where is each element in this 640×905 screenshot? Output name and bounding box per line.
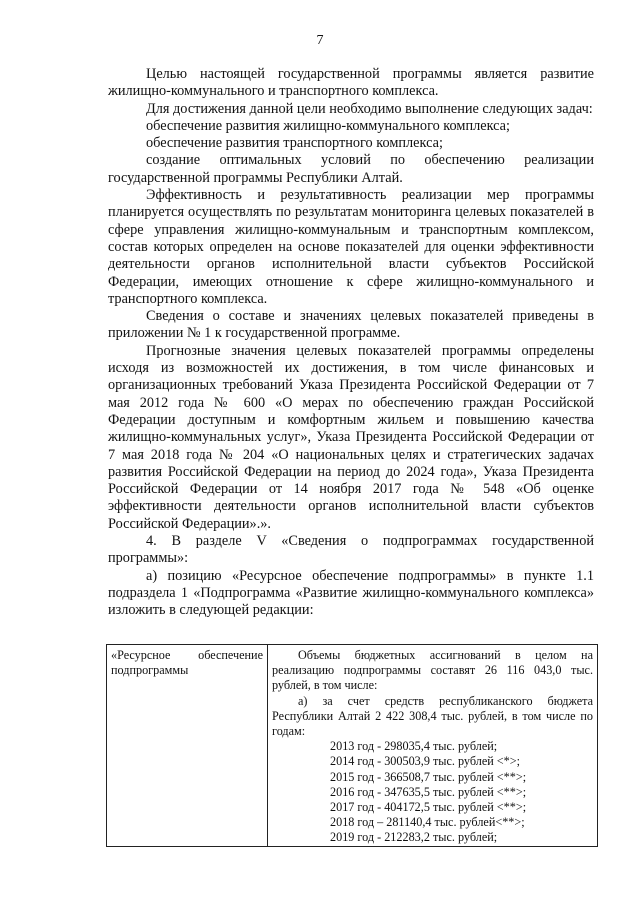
paragraph-position-a: а) позицию «Ресурсное обеспечение подпрограммы» в пункте 1.1 подраздела 1 «Подпрограмма «Развитие жилищно-коммунального комплекса» изложить в следующей редакции: <box>108 567 594 619</box>
year-line: 2013 год - 298035,4 тыс. рублей; <box>330 739 498 754</box>
paragraph-forecast: Прогнозные значения целевых показателей программы определены исходя из возможностей их достижения, в том числе финансовых и организационных требований Указа Президента Российской Федерации от 7 мая 2012 года № 600 «О мерах по обеспечению граждан Российской Федерации доступным и комфортным жильем и повышению качества жилищно-коммунальных услуг», Указа Президента Российской Федерации от 7 мая 2018 года № 204 «О национальных целях и стратегических задачах развития Российской Федерации на период до 2024 года», Указа Президента Российской Федерации от 14 ноября 2017 года № 548 «Об оценке эффективности деятельности органов исполнительной власти субъектов Российской Федерации».». <box>108 342 594 532</box>
task-item: обеспечение развития транспортного комплекса; <box>146 135 443 152</box>
year-line: 2014 год - 300503,9 тыс. рублей <*>; <box>330 754 521 769</box>
page-number: 7 <box>316 33 324 48</box>
resource-table <box>106 644 598 847</box>
year-line: 2019 год - 212283,2 тыс. рублей; <box>330 830 498 845</box>
paragraph-goal: Целью настоящей государственной программы является развитие жилищно-коммунального и транспортного комплекса. <box>108 66 594 100</box>
year-line: 2015 год - 366508,7 тыс. рублей <**>; <box>330 769 527 784</box>
paragraph-tasks-intro: Для достижения данной цели необходимо выполнение следующих задач: <box>146 100 593 117</box>
funding-intro: Объемы бюджетных ассигнований в целом на реализацию подпрограммы составят 26 116 043,0 тыс. рублей, в том числе: <box>272 648 593 693</box>
resource-label: «Ресурсное обеспечение подпрограммы <box>111 648 263 678</box>
paragraph-section-v: 4. В разделе V «Сведения о подпрограммах государственной программы»: <box>108 533 594 567</box>
task-item: обеспечение развития жилищно-коммунального комплекса; <box>146 117 511 134</box>
table-row <box>107 645 598 847</box>
paragraph-indicators: Сведения о составе и значениях целевых показателей приведены в приложении № 1 к государственной программе. <box>108 308 594 342</box>
task-item: создание оптимальных условий по обеспечению реализации государственной программы Республики Алтай. <box>108 152 594 186</box>
document-body <box>108 66 594 620</box>
funding-republic-budget: а) за счет средств республиканского бюджета Республики Алтай 2 422 308,4 тыс. рублей, в том числе по годам: <box>272 693 593 739</box>
year-line: 2017 год - 404172,5 тыс. рублей <**>; <box>330 800 527 815</box>
table-cell-value <box>268 645 598 847</box>
year-line: 2016 год - 347635,5 тыс. рублей <**>; <box>330 784 527 799</box>
paragraph-efficiency: Эффективность и результативность реализации мер программы планируется осуществлять по результатам мониторинга целевых показателей в сфере управления жилищно-коммунальным и транспортным комплексом, состав которых определен на основе показателей для оценки эффективности деятельности органов исполнительной власти субъектов Российской Федерации, имеющих отношение к сфере жилищно-коммунального и транспортного комплекса. <box>108 187 594 307</box>
table-cell-label <box>107 645 268 847</box>
year-line: 2018 год – 281140,4 тыс. рублей<**>; <box>330 815 525 830</box>
